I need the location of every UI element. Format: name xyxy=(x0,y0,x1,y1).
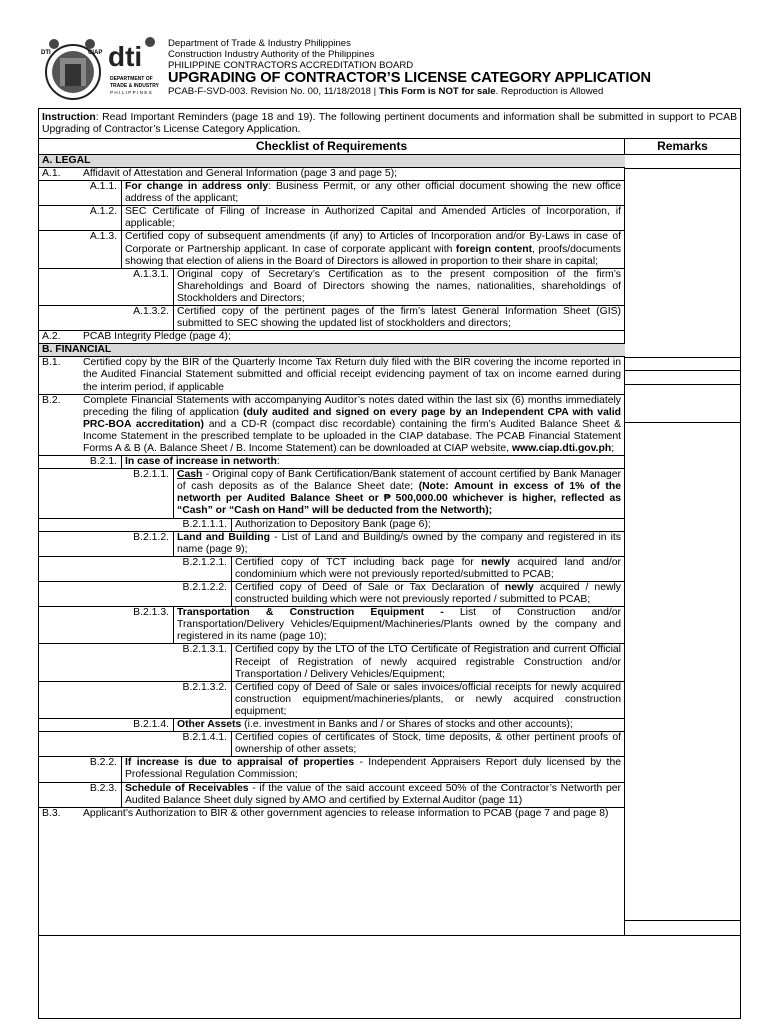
item-text xyxy=(232,557,625,581)
section-legal: A. LEGAL xyxy=(39,154,625,168)
requirement-row xyxy=(39,206,625,231)
item-number: B.2.1.2. xyxy=(39,532,174,556)
item-number: B.2.1.3.2. xyxy=(39,682,232,718)
item-text xyxy=(174,532,625,556)
item-text-a: Certified copy of subsequent amendments (if any) to Articles of Incorporation and/or By-Laws in case of Corporate or Partnership applicant. In case of corporate applicant with xyxy=(125,231,621,255)
header-line-3: PHILIPPINE CONTRACTORS ACCREDITATION BOARD xyxy=(168,60,414,71)
item-bold: foreign content xyxy=(455,243,533,255)
item-text-b: and a CD-R (compact disc recordable) containing the firm’s Audited Balance Sheet & Income Statement in the prescribed template to be uploaded in the CIAP database. The PCAB Financial Statement Forms A & B (A. Balance Sheet / B. Income Statement) can be downloaded at CIAP website, xyxy=(83,418,622,454)
remarks-cell[interactable] xyxy=(625,423,740,921)
requirement-row xyxy=(39,808,625,820)
item-text: Applicant’s Authorization to BIR & other government agencies to release information to PCAB (page 7 and page 8) xyxy=(83,807,609,819)
requirement-row xyxy=(39,231,625,268)
item-text xyxy=(122,757,625,781)
item-number: B.2.1.1. xyxy=(39,469,174,517)
item-bold: Transportation & Construction Equipment - xyxy=(177,607,444,619)
requirement-row xyxy=(39,532,625,557)
item-text: SEC Certificate of Filing of Increase in Authorized Capital and Amended Articles of Incorporation, if applicable; xyxy=(125,206,621,230)
item-number: B.2.1.2.1. xyxy=(39,557,232,581)
item-number: A.2. xyxy=(42,331,61,343)
item-note: (Note: Amount in excess of 1% of the networth per Audited Balance Sheet or ₱ 500,000.00 whichever is higher, reflected as “Cash” or “Cash on Hand” will be deducted from the Networth); xyxy=(177,481,621,517)
item-bold: Cash xyxy=(177,469,203,481)
dti-wordmark: dti xyxy=(108,41,143,72)
ciap-website-link[interactable]: www.ciap.dti.gov.ph xyxy=(511,442,612,454)
item-text-a: Certified copy of TCT including back page for xyxy=(235,556,482,568)
item-number: B.2.1. xyxy=(39,456,122,468)
item-text: Affidavit of Attestation and General Information (page 3 and page 5); xyxy=(83,168,398,179)
item-text xyxy=(174,719,625,731)
item-number: B.2.1.3. xyxy=(39,607,174,643)
item-bold: If increase is due to appraisal of properties xyxy=(125,757,355,769)
item-text xyxy=(174,607,625,643)
requirement-row xyxy=(39,456,625,469)
form-code-text: PCAB-F-SVD-003. Revision No. 00, 11/18/2018 | xyxy=(168,86,379,97)
item-text-a: Certified copy of Deed of Sale or Tax Declaration of xyxy=(235,582,505,593)
requirement-row xyxy=(39,582,625,607)
remarks-column xyxy=(625,155,740,935)
requirement-row xyxy=(39,181,625,206)
item-number: A.1.1. xyxy=(39,181,122,205)
page-bottom-area xyxy=(38,934,741,1019)
item-number: A.1.2. xyxy=(39,206,122,230)
item-text-rest: - if the value of the said account exceed 50% of the Contractor’s Networth per Audited Balance Sheet duly signed by AMO and certified by External Auditor (page 11) xyxy=(125,782,621,806)
item-text: Certified copy of Deed of Sale or sales invoices/official receipts for newly acquired construction equipment/machineries/plants, or newly acquired construction equipment; xyxy=(235,681,621,717)
requirement-row xyxy=(39,519,625,532)
remarks-cell[interactable] xyxy=(625,385,740,423)
requirement-row xyxy=(39,732,625,757)
form-title: UPGRADING OF CONTRACTOR’S LICENSE CATEGORY APPLICATION xyxy=(168,70,651,86)
header-line-2: Construction Industry Authority of the Philippines xyxy=(168,49,375,60)
dti-logo xyxy=(108,36,162,102)
remarks-cell[interactable] xyxy=(625,155,740,169)
requirement-row xyxy=(39,644,625,681)
item-text: PCAB Integrity Pledge (page 4); xyxy=(83,331,231,343)
item-text-b: acquired land and/or condominium which were not previously reported/submitted to PCAB; xyxy=(235,556,621,580)
item-text-a: - Original copy of Bank Certification/Bank statement of account certified by Bank Manager of cash deposits as of the Balance Sheet date; xyxy=(177,469,621,493)
item-number: B.2. xyxy=(42,394,61,406)
item-text xyxy=(83,395,625,455)
item-number: A.1.3.1. xyxy=(39,269,174,305)
requirement-row xyxy=(39,168,625,181)
requirement-row xyxy=(39,682,625,719)
logo-left-label: DTI xyxy=(41,50,51,56)
item-text xyxy=(174,469,625,517)
item-text: Authorization to Depository Bank (page 6); xyxy=(235,518,431,530)
form-code xyxy=(168,86,603,97)
item-number: A.1.3. xyxy=(39,231,122,267)
item-text-b: acquired / newly constructed building which were not previously reported / submitted to PCAB; xyxy=(235,582,621,606)
table-header-row xyxy=(39,139,740,155)
item-text: Certified copy of the pertinent pages of the firm’s latest General Information Sheet (GIS) submitted to SEC showing the updated list of stockholders and directors; xyxy=(177,306,621,330)
item-text: Certified copy by the BIR of the Quarterly Income Tax Return duly filed with the BIR covering the income reported in the Audited Financial Statement submitted and official receipt evidencing payment of tax on income earned during the interim period, if applicable xyxy=(83,357,621,393)
item-bold: Land and Building xyxy=(177,531,270,543)
item-text: Certified copies of certificates of Stock, time deposits, & other pertinent proofs of ownership of other assets; xyxy=(235,732,621,756)
item-number: A.1. xyxy=(42,168,61,179)
remarks-column-header: Remarks xyxy=(657,139,708,153)
checklist-table xyxy=(38,108,741,936)
item-number: B.2.3. xyxy=(39,783,122,807)
item-number: B.2.1.3.1. xyxy=(39,644,232,680)
item-number: B.2.1.4.1. xyxy=(39,732,232,756)
item-text-rest: - Independent Appraisers Report duly licensed by the Professional Regulation Commission; xyxy=(125,757,622,781)
item-number: A.1.3.2. xyxy=(39,306,174,330)
item-text-rest: : xyxy=(276,456,280,468)
item-text xyxy=(122,783,625,807)
requirement-row xyxy=(39,331,625,344)
requirement-row xyxy=(39,719,625,732)
requirement-row xyxy=(39,306,625,331)
item-text: Certified copy by the LTO of the LTO Certificate of Registration and current Official Receipt of Registration of newly acquired registrable Construction and/or Transportation / Delivery Vehicles/Equipment; xyxy=(235,644,621,680)
item-number: B.2.1.2.2. xyxy=(39,582,232,606)
item-text xyxy=(232,582,625,606)
logo-sub1: DEPARTMENT OF xyxy=(110,76,153,82)
form-suffix: . Reproduction is Allowed xyxy=(495,86,604,97)
item-number: B.2.1.1.1. xyxy=(39,519,232,531)
item-number: B.2.1.4. xyxy=(39,719,174,731)
item-text xyxy=(122,456,625,468)
requirement-row xyxy=(39,469,625,518)
item-text-rest: : Business Permit, or any other official document showing the new office address of the applicant; xyxy=(125,181,622,205)
item-text-rest: - List of Land and Building/s owned by the company and registered in its name (page 9); xyxy=(177,531,622,555)
item-bold: newly xyxy=(481,556,510,568)
requirement-row xyxy=(39,557,625,582)
form-notice: This Form is NOT for sale xyxy=(378,86,496,97)
item-number: B.3. xyxy=(42,807,61,819)
remarks-cell[interactable] xyxy=(625,371,740,385)
requirement-row xyxy=(39,783,625,808)
item-text-c: ; xyxy=(611,442,615,454)
instruction-block xyxy=(39,109,740,139)
item-text xyxy=(122,231,625,267)
document-header xyxy=(0,0,770,104)
item-text-rest: List of Construction and/or Transportation/Delivery Vehicles/Equipment/Machineries/Plants owned by the company and registered in its name (page 10); xyxy=(177,607,621,643)
instruction-text: : Read Important Reminders (page 18 and 19). The following pertinent documents and information shall be submitted in support to PCAB Upgrading of Contractor’s License Category Application. xyxy=(42,112,737,135)
item-text: Original copy of Secretary’s Certification as to the present composition of the firm’s Shareholdings and Board of Directors showing the names, nationalities, shareholdings of Stockholders and Directors; xyxy=(177,268,621,304)
dti-ciap-seal-logo xyxy=(38,36,108,102)
requirement-row xyxy=(39,607,625,644)
requirements-list xyxy=(39,155,625,820)
requirement-row xyxy=(39,757,625,782)
item-bold: newly xyxy=(504,582,534,593)
logo-sub2: TRADE & INDUSTRY xyxy=(110,83,159,89)
section-financial: B. FINANCIAL xyxy=(39,343,625,357)
item-bold: Other Assets xyxy=(177,719,242,731)
logo-sub3: PHILIPPINES xyxy=(110,90,154,95)
item-bold: In case of increase in networth xyxy=(125,456,277,468)
requirement-row xyxy=(39,395,625,456)
requirement-row xyxy=(39,357,625,394)
item-bold: For change in address only xyxy=(125,181,269,193)
item-text-a: Complete Financial Statements with accompanying Auditor’s notes dated within the last six (6) months immediately preceding the filing of application xyxy=(83,394,621,418)
remarks-cell[interactable] xyxy=(625,358,740,371)
logo-right-label: CIAP xyxy=(88,50,103,56)
item-text xyxy=(122,181,625,205)
item-bold: (duly audited and signed on every page by an Independent CPA with valid PRC-BOA accreditation) xyxy=(83,406,621,430)
item-text-b: , proofs/documents showing that election of aliens in the Board of Directors is allowed in proportion to their share in capital; xyxy=(125,243,621,267)
checklist-column-header: Checklist of Requirements xyxy=(255,139,408,153)
item-text-rest: (i.e. investment in Banks and / or Shares of stocks and other accounts); xyxy=(241,719,573,731)
requirement-row xyxy=(39,269,625,306)
remarks-cell[interactable] xyxy=(625,169,740,358)
item-number: B.1. xyxy=(42,357,61,369)
header-line-1: Department of Trade & Industry Philippines xyxy=(168,38,351,49)
item-bold: Schedule of Receivables xyxy=(125,782,249,794)
instruction-label: Instruction xyxy=(42,112,96,123)
item-number: B.2.2. xyxy=(39,757,122,781)
header-agency-lines xyxy=(168,38,413,71)
